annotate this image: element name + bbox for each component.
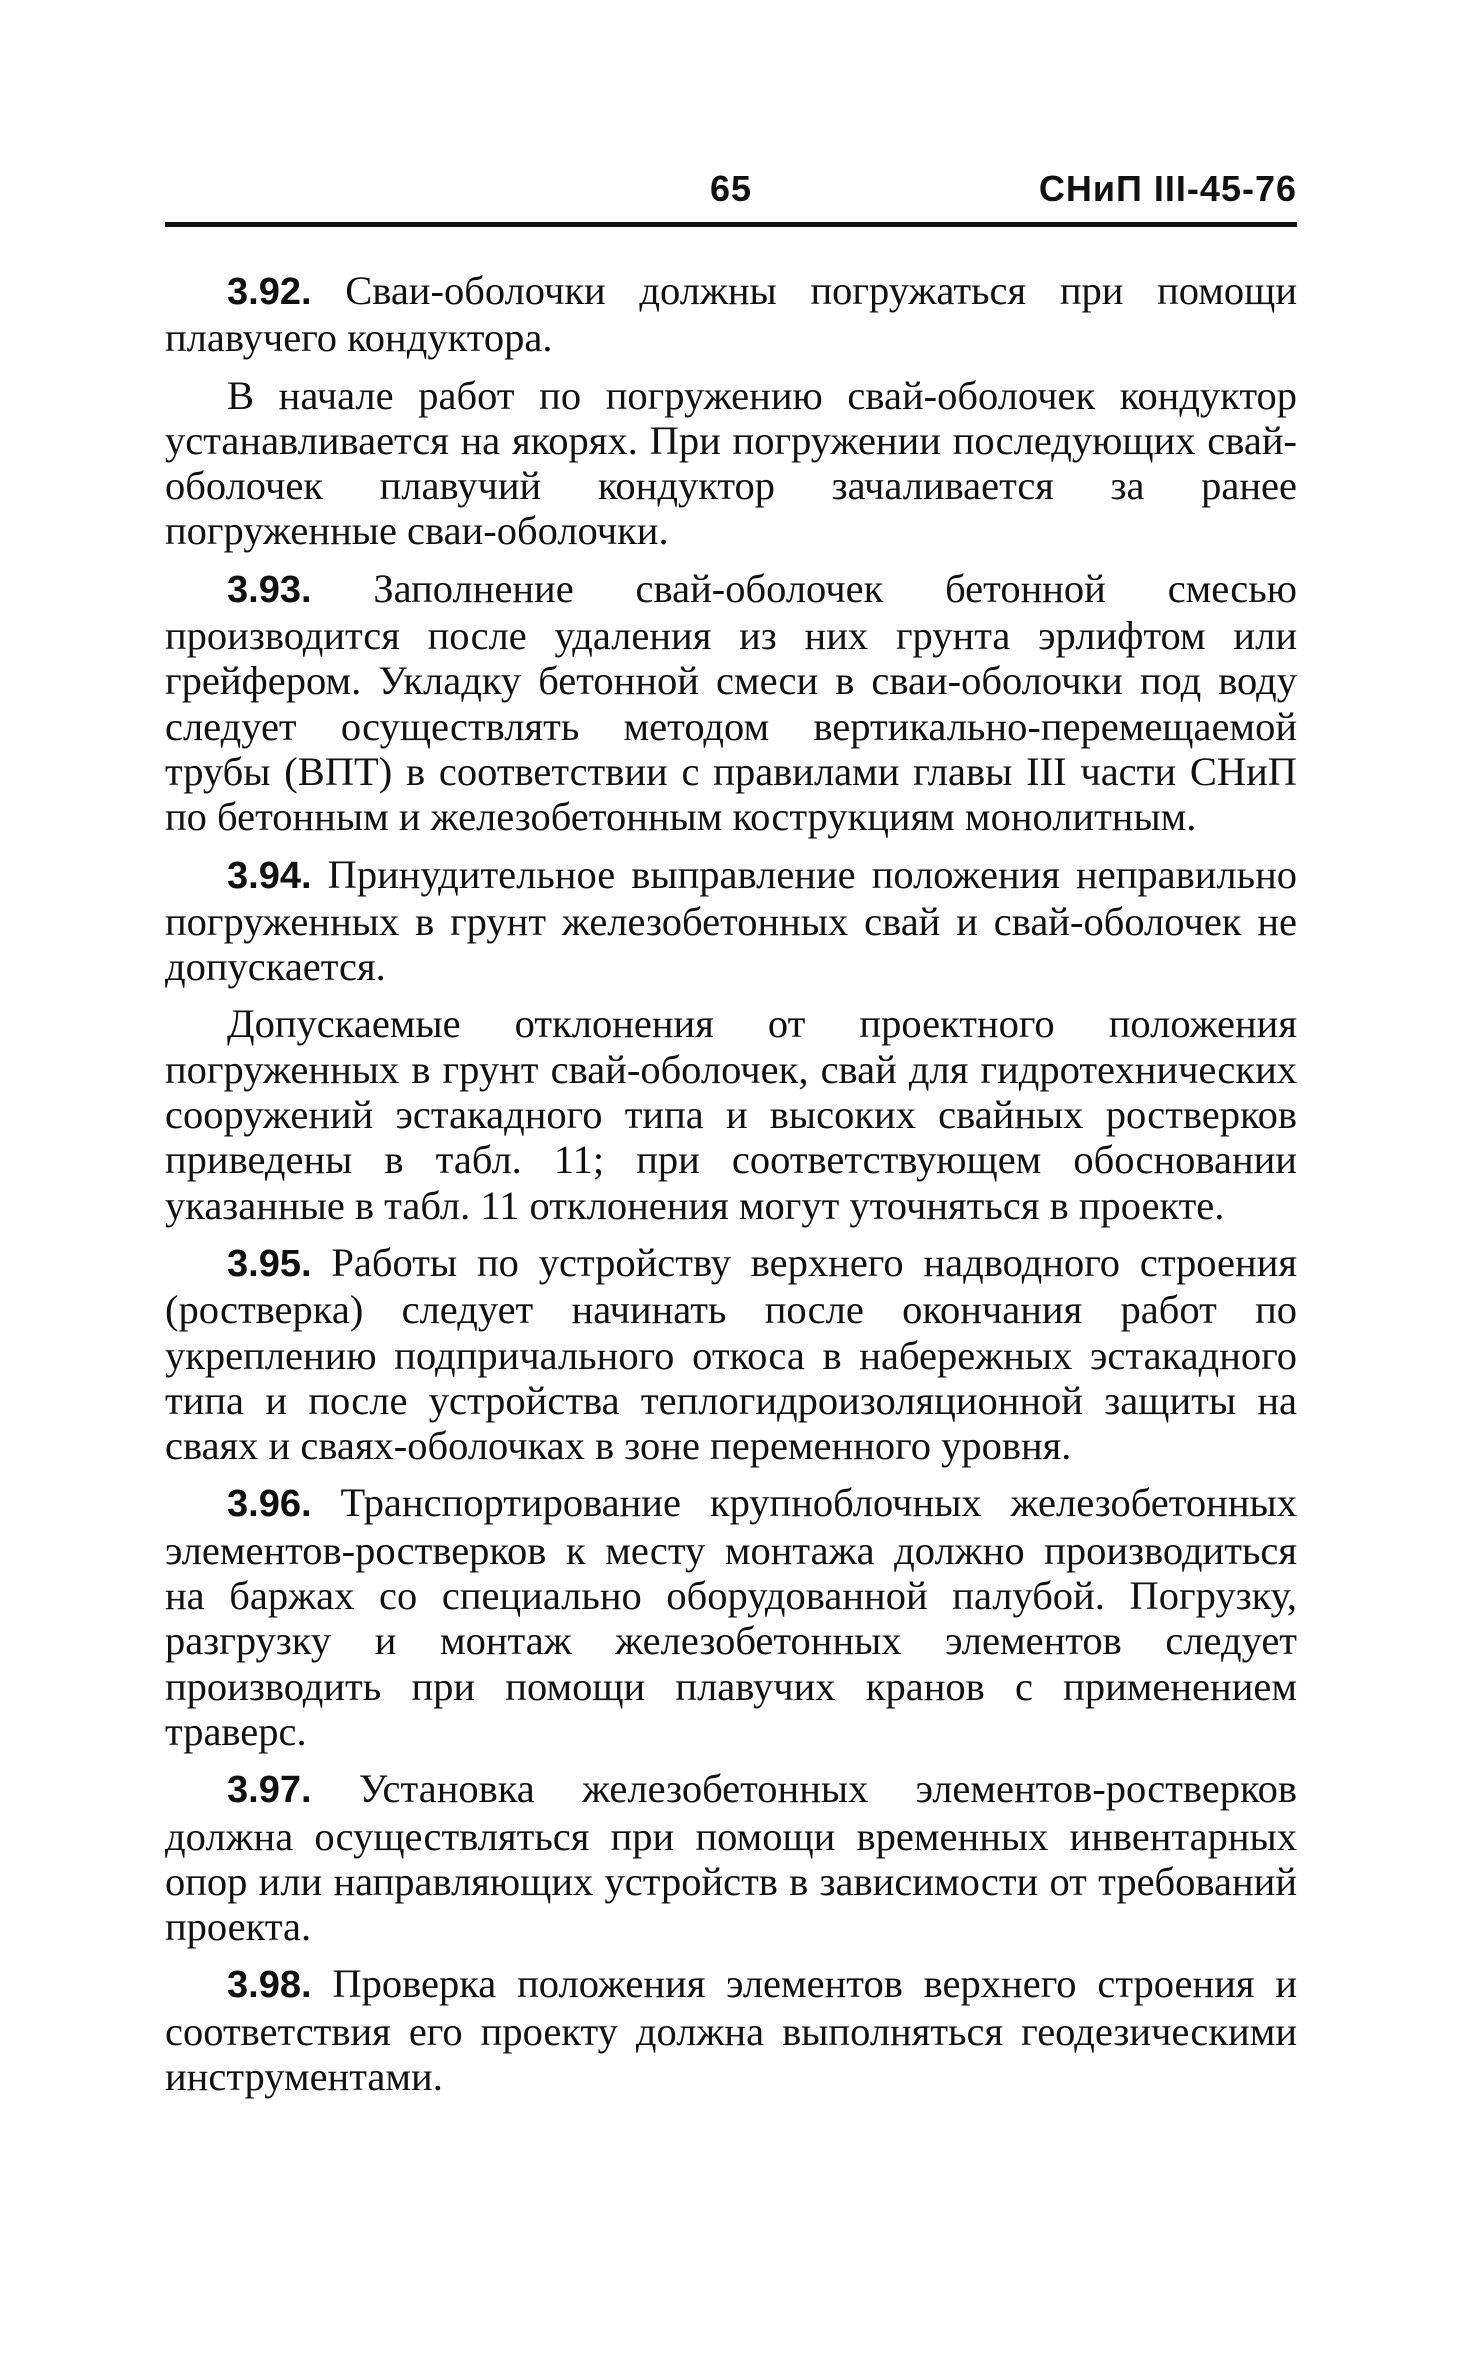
page-header [165,168,1297,218]
paragraph-number: 3.95. [227,1242,312,1285]
body-text [165,268,1297,2111]
paragraph-3-92-continued [165,373,1297,554]
paragraph-text: В начале работ по погружению свай-оболочек кондуктор устанавливается на якорях. При погружении последующих свай-оболочек плавучий кондуктор зачаливается за ранее погруженные сваи-оболочки. [165,372,1297,554]
paragraph-number: 3.98. [227,1964,312,2007]
paragraph-text: Допускаемые отклонения от проектного положения погруженных в грунт свай-оболочек, свай для гидротехнических сооружений эстакадного типа и высоких свайных ростверков приведены в табл. 11; при соответствующем обосновании указанные в табл. 11 отклонения могут уточняться в проекте. [165,1001,1297,1228]
paragraph-3-92 [165,268,1297,361]
page-number: 65 [710,168,753,209]
paragraph-3-98 [165,1961,1297,2099]
paragraph-3-94-continued [165,1001,1297,1227]
document-code: СНиП III-45-76 [1038,168,1297,209]
paragraph-number: 3.94. [227,854,312,897]
paragraph-text: Сваи-оболочки должны погружаться при помощи плавучего кондуктора. [165,268,1298,361]
paragraph-text: Принудительное выправление положения неправильно погруженных в грунт железобетонных свай и свай-оболочек не допускается. [165,851,1297,990]
paragraph-3-95 [165,1240,1297,1468]
paragraph-text: Транспортирование крупноблочных железобетонных элементов-ростверков к месту монтажа должно производиться на баржах со специально оборудованной палубой. Погрузку, разгрузку и монтаж железобетонных элементов следует производить при помощи плавучих кранов с применением траверс. [165,1480,1297,1754]
paragraph-text: Установка железобетонных элементов-ростверков должна осуществляться при помощи временных инвентарных опор или направляющих устройств в зависимости от требований проекта. [165,1766,1297,1950]
paragraph-number: 3.93. [227,568,312,611]
paragraph-number: 3.96. [227,1483,312,1526]
paragraph-text: Работы по устройству верхнего надводного строения (ростверка) следует начинать после окончания работ по укреплению подпричального откоса в набережных эстакадного типа и после устройства теплогидроизоляционной защиты на сваях и сваях-оболочках в зоне переменного уровня. [165,1239,1298,1469]
paragraph-text: Заполнение свай-оболочек бетонной смесью производится после удаления из них грунта эрлифтом или грейфером. Укладку бетонной смеси в сваи-оболочки под воду следует осуществлять методом вертикально-перемещаемой трубы (ВПТ) в соответствии с правилами главы III части СНиП по бетонным и железобетонным кострукциям монолитным. [165,565,1297,840]
paragraph-3-93 [165,566,1297,840]
paragraph-3-94 [165,852,1297,990]
paragraph-text: Проверка положения элементов верхнего строения и соответствия его проекту должна выполняться геодезическими инструментами. [165,1961,1298,2099]
paragraph-number: 3.97. [227,1769,312,1812]
paragraph-number: 3.92. [227,271,312,313]
paragraph-3-96 [165,1480,1297,1754]
header-divider [165,222,1297,227]
paragraph-3-97 [165,1766,1297,1949]
